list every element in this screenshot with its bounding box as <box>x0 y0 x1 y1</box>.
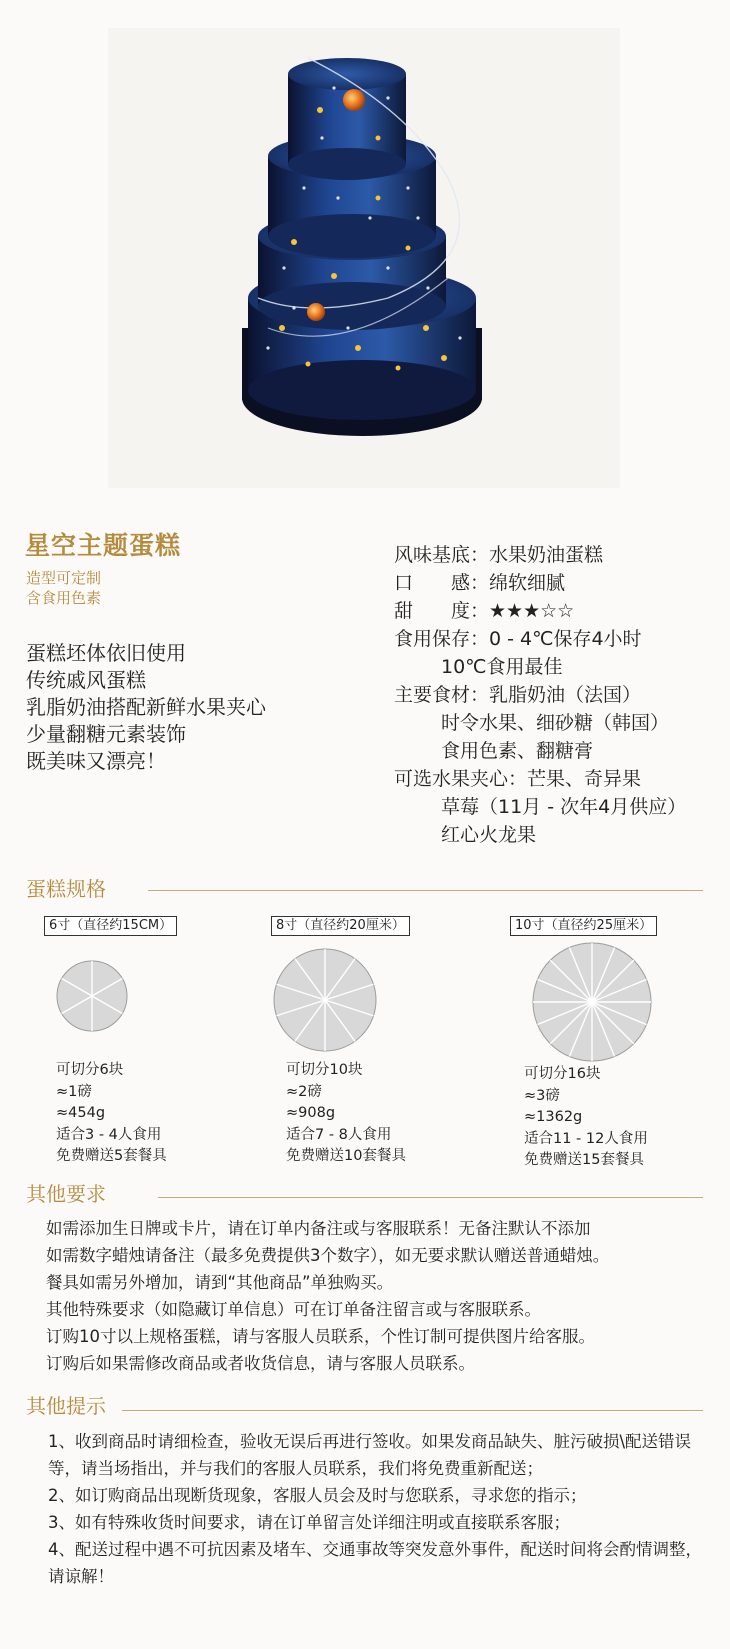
product-title: 星空主题蛋糕 <box>25 531 182 560</box>
subtitle-food-coloring: 含食用色素 <box>26 589 102 607</box>
spec-fillings-cont: 红心火龙果 <box>403 824 537 846</box>
requirement-item: 如需数字蜡烛请备注（最多免费提供3个数字），如无要求默认赠送普通蜡烛。 <box>46 1246 610 1265</box>
spec-fillings-cont: 草莓（11月 - 次年4月供应） <box>403 796 687 818</box>
spec-sweetness: 甜 度：★★★☆☆ <box>394 600 575 622</box>
section-title-requirements: 其他要求 <box>26 1182 106 1206</box>
spec-texture: 口 感：绵软细腻 <box>394 572 566 594</box>
requirement-item: 订购10寸以上规格蛋糕，请与客服人员联系，个性订制可提供图片给客服。 <box>46 1327 595 1346</box>
section-divider <box>148 890 703 891</box>
tip-item: 2、如订购商品出现断货现象，客服人员会及时与您联系，寻求您的指示； <box>48 1486 587 1505</box>
servings: 适合3 - 4人食用 <box>56 1126 162 1143</box>
tableware: 免费赠送10套餐具 <box>286 1148 406 1164</box>
description-line: 传统戚风蛋糕 <box>26 668 146 692</box>
requirements-list <box>46 1215 609 1377</box>
description-line: 蛋糕坯体依旧使用 <box>26 641 186 665</box>
cake-photo <box>108 28 620 488</box>
tip-item: 4、配送过程中遇不可抗因素及堵车、交通事故等突发意外事件，配送时间将会酌情调整，请谅解！ <box>48 1540 702 1586</box>
section-title-tips: 其他提示 <box>26 1394 106 1418</box>
tableware: 免费赠送5套餐具 <box>56 1148 167 1164</box>
weight-g: ≈908g <box>286 1105 336 1121</box>
section-divider <box>158 1197 703 1198</box>
tip-item: 3、如有特殊收货时间要求，请在订单留言处详细注明或直接联系客服； <box>48 1513 570 1532</box>
cake-slice-diagram-8 <box>273 948 377 1052</box>
weight-g: ≈454g <box>56 1105 106 1121</box>
cake-slice-diagram-10 <box>532 942 652 1062</box>
size-info-8 <box>286 1060 406 1168</box>
cake-slice-diagram-6 <box>56 960 128 1032</box>
requirement-item: 如需添加生日牌或卡片，请在订单内备注或与客服联系！无备注默认不添加 <box>46 1219 591 1238</box>
tableware: 免费赠送15套餐具 <box>524 1152 644 1168</box>
section-title-sizes: 蛋糕规格 <box>26 877 106 901</box>
size-label-6: 6寸（直径约15CM） <box>44 916 177 936</box>
tips-list <box>48 1428 708 1590</box>
spec-flavor: 风味基底：水果奶油蛋糕 <box>394 544 604 566</box>
requirement-item: 餐具如需另外增加，请到“其他商品”单独购买。 <box>46 1273 394 1292</box>
spec-ingredients-cont: 时令水果、细砂糖（韩国） <box>403 712 670 734</box>
description-line: 少量翻糖元素装饰 <box>26 722 186 746</box>
requirement-item: 订购后如果需修改商品或者收货信息，请与客服人员联系。 <box>46 1354 475 1373</box>
slice-count: 可切分16块 <box>524 1066 601 1082</box>
slice-count: 可切分10块 <box>286 1062 363 1078</box>
weight-lb: ≈2磅 <box>286 1083 322 1100</box>
weight-g: ≈1362g <box>524 1109 583 1125</box>
size-label-10: 10寸（直径约25厘米） <box>510 916 657 936</box>
subtitle-customizable: 造型可定制 <box>26 569 102 587</box>
weight-lb: ≈3磅 <box>524 1087 560 1104</box>
spec-storage: 食用保存：0 - 4℃保存4小时 <box>394 628 642 650</box>
servings: 适合7 - 8人食用 <box>286 1126 392 1143</box>
weight-lb: ≈1磅 <box>56 1083 92 1100</box>
spec-fillings: 可选水果夹心：芒果、奇异果 <box>394 768 642 790</box>
size-info-10 <box>524 1064 648 1172</box>
tip-item: 1、收到商品时请细检查，验收无误后再进行签收。如果发商品缺失、脏污破损\配送错误等，请当场指出，并与我们的客服人员联系，我们将免费重新配送； <box>48 1432 692 1478</box>
servings: 适合11 - 12人食用 <box>524 1130 648 1147</box>
spec-ingredients-cont: 食用色素、翻糖膏 <box>403 740 594 762</box>
size-info-6 <box>56 1060 167 1168</box>
requirement-item: 其他特殊要求（如隐藏订单信息）可在订单备注留言或与客服联系。 <box>46 1300 541 1319</box>
spec-ingredients: 主要食材：乳脂奶油（法国） <box>394 684 642 706</box>
spec-storage-cont: 10℃食用最佳 <box>403 656 563 678</box>
description-line: 既美味又漂亮！ <box>26 749 166 773</box>
description-line: 乳脂奶油搭配新鲜水果夹心 <box>26 695 266 719</box>
slice-count: 可切分6块 <box>56 1062 124 1078</box>
size-label-8: 8寸（直径约20厘米） <box>271 916 410 936</box>
section-divider <box>122 1410 703 1411</box>
